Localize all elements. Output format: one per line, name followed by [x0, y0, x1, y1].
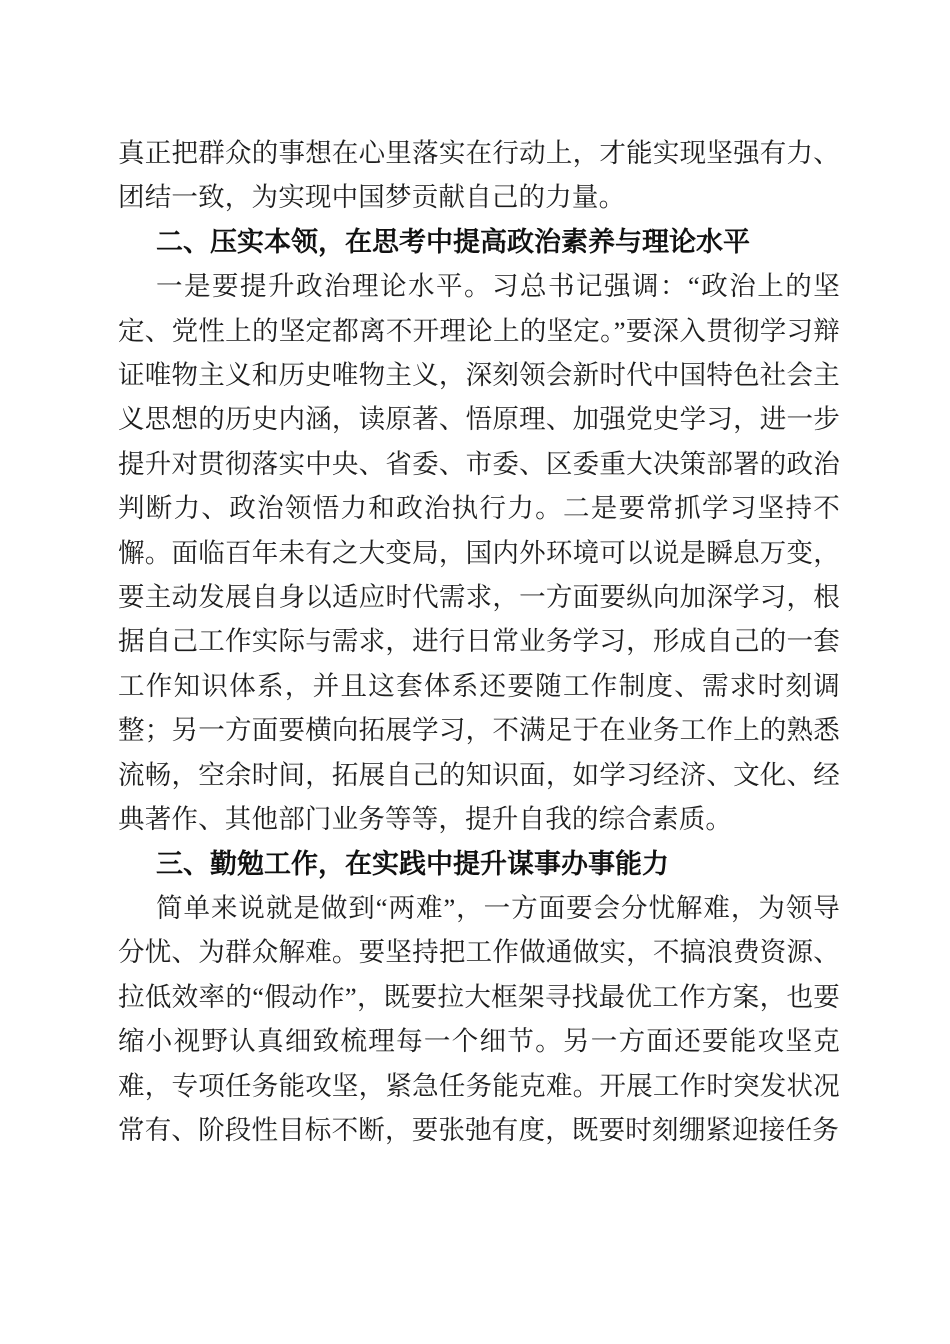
- section-heading-2: 二、压实本领，在思考中提高政治素养与理论水平: [156, 226, 750, 257]
- continuation-paragraph: 真正把群众的事想在心里落实在行动上，才能实现坚强有力、团结一致，为实现中国梦贡献自己的力量。: [118, 138, 840, 213]
- document-body: [118, 131, 840, 1152]
- section-heading-3: 三、勤勉工作，在实践中提升谋事办事能力: [156, 848, 669, 879]
- body-paragraph-section-3: 简单来说就是做到“两难”，一方面要会分忧解难，为领导分忧、为群众解难。要坚持把工作做通做实，不搞浪费资源、拉低效率的“假动作”，既要拉大框架寻找最优工作方案，也要缩小视野认真细致梳理每一个细节。另一方面还要能攻坚克难，专项任务能攻坚，紧急任务能克难。开展工作时突发状况常有、阶段性目标不断，要张弛有度，既要时刻绷紧迎接任务: [118, 892, 840, 1145]
- body-paragraph-section-2: 一是要提升政治理论水平。习总书记强调：“政治上的坚定、党性上的坚定都离不开理论上的坚定。”要深入贯彻学习辩证唯物主义和历史唯物主义，深刻领会新时代中国特色社会主义思想的历史内涵，读原著、悟原理、加强党史学习，进一步提升对贯彻落实中央、省委、市委、区委重大决策部署的政治判断力、政治领悟力和政治执行力。二是要常抓学习坚持不懈。面临百年未有之大变局，国内外环境可以说是瞬息万变，要主动发展自身以适应时代需求，一方面要纵向加深学习，根据自己工作实际与需求，进行日常业务学习，形成自己的一套工作知识体系，并且这套体系还要随工作制度、需求时刻调整；另一方面要横向拓展学习，不满足于在业务工作上的熟悉流畅，空余时间，拓展自己的知识面，如学习经济、文化、经典著作、其他部门业务等等，提升自我的综合素质。: [118, 271, 840, 835]
